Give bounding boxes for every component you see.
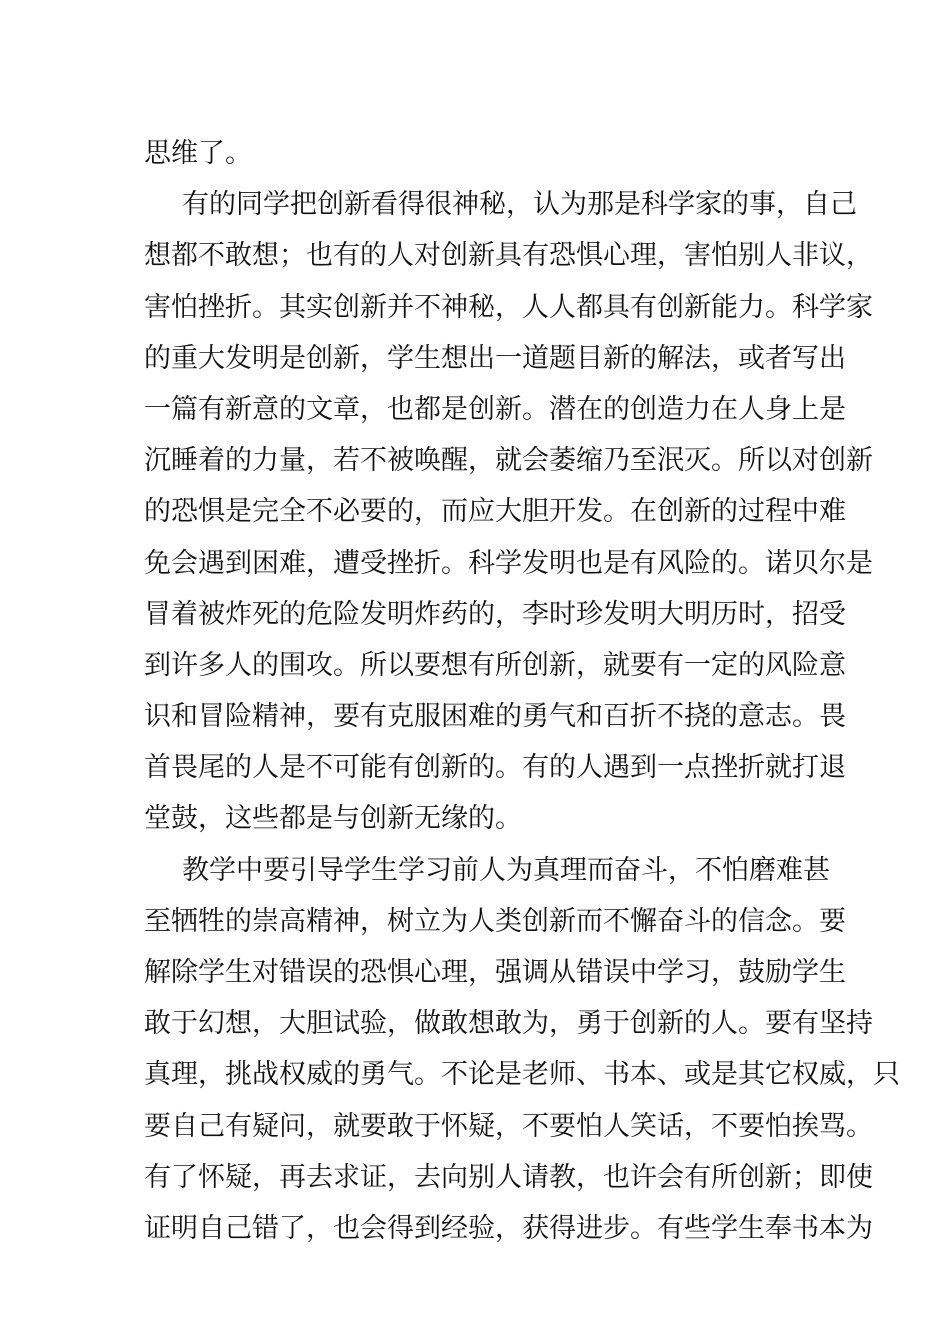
text-line: 有的同学把创新看得很神秘，认为那是科学家的事，自己	[182, 189, 857, 221]
text-line: 一篇有新意的文章，也都是创新。潜在的创造力在人身上是	[144, 393, 846, 425]
text-line: 害怕挫折。其实创新并不神秘，人人都具有创新能力。科学家	[144, 291, 873, 323]
paragraph-2	[144, 179, 873, 844]
text-line: 真理，挑战权威的勇气。不论是老师、书本、或是其它权威，只	[144, 1059, 900, 1091]
body-text	[144, 128, 900, 1254]
text-line: 要自己有疑问，就要敢于怀疑，不要怕人笑话，不要怕挨骂。	[144, 1110, 873, 1142]
text-line: 想都不敢想；也有的人对创新具有恐惧心理，害怕别人非议，	[144, 240, 873, 272]
text-line: 证明自己错了，也会得到经验，获得进步。有些学生奉书本为	[144, 1212, 873, 1244]
text-line: 教学中要引导学生学习前人为真理而奋斗，不怕磨难甚	[182, 854, 830, 886]
paragraph-3	[144, 845, 900, 1255]
paragraph-1	[144, 128, 816, 179]
text-line: 的重大发明是创新，学生想出一道题目新的解法，或者写出	[144, 342, 846, 374]
text-line: 思维了。	[144, 138, 252, 169]
text-line: 的恐惧是完全不必要的，而应大胆开发。在创新的过程中难	[144, 496, 846, 528]
text-line: 冒着被炸死的危险发明炸药的，李时珍发明大明历时，招受	[144, 598, 846, 630]
text-line: 识和冒险精神，要有克服困难的勇气和百折不挠的意志。畏	[144, 701, 846, 733]
text-line: 免会遇到困难，遭受挫折。科学发明也是有风险的。诺贝尔是	[144, 547, 873, 579]
text-line: 至牺牲的崇高精神，树立为人类创新而不懈奋斗的信念。要	[144, 905, 846, 937]
text-line: 沉睡着的力量，若不被唤醒，就会萎缩乃至泯灭。所以对创新	[144, 445, 873, 477]
text-line: 有了怀疑，再去求证，去向别人请教，也许会有所创新；即使	[144, 1161, 873, 1193]
text-line: 解除学生对错误的恐惧心理，强调从错误中学习，鼓励学生	[144, 957, 846, 988]
text-line: 到许多人的围攻。所以要想有所创新，就要有一定的风险意	[144, 649, 846, 681]
text-line: 堂鼓，这些都是与创新无缘的。	[144, 803, 522, 835]
text-line: 敢于幻想，大胆试验，做敢想敢为，勇于创新的人。要有坚持	[144, 1008, 873, 1040]
text-line: 首畏尾的人是不可能有创新的。有的人遇到一点挫折就打退	[144, 752, 846, 784]
